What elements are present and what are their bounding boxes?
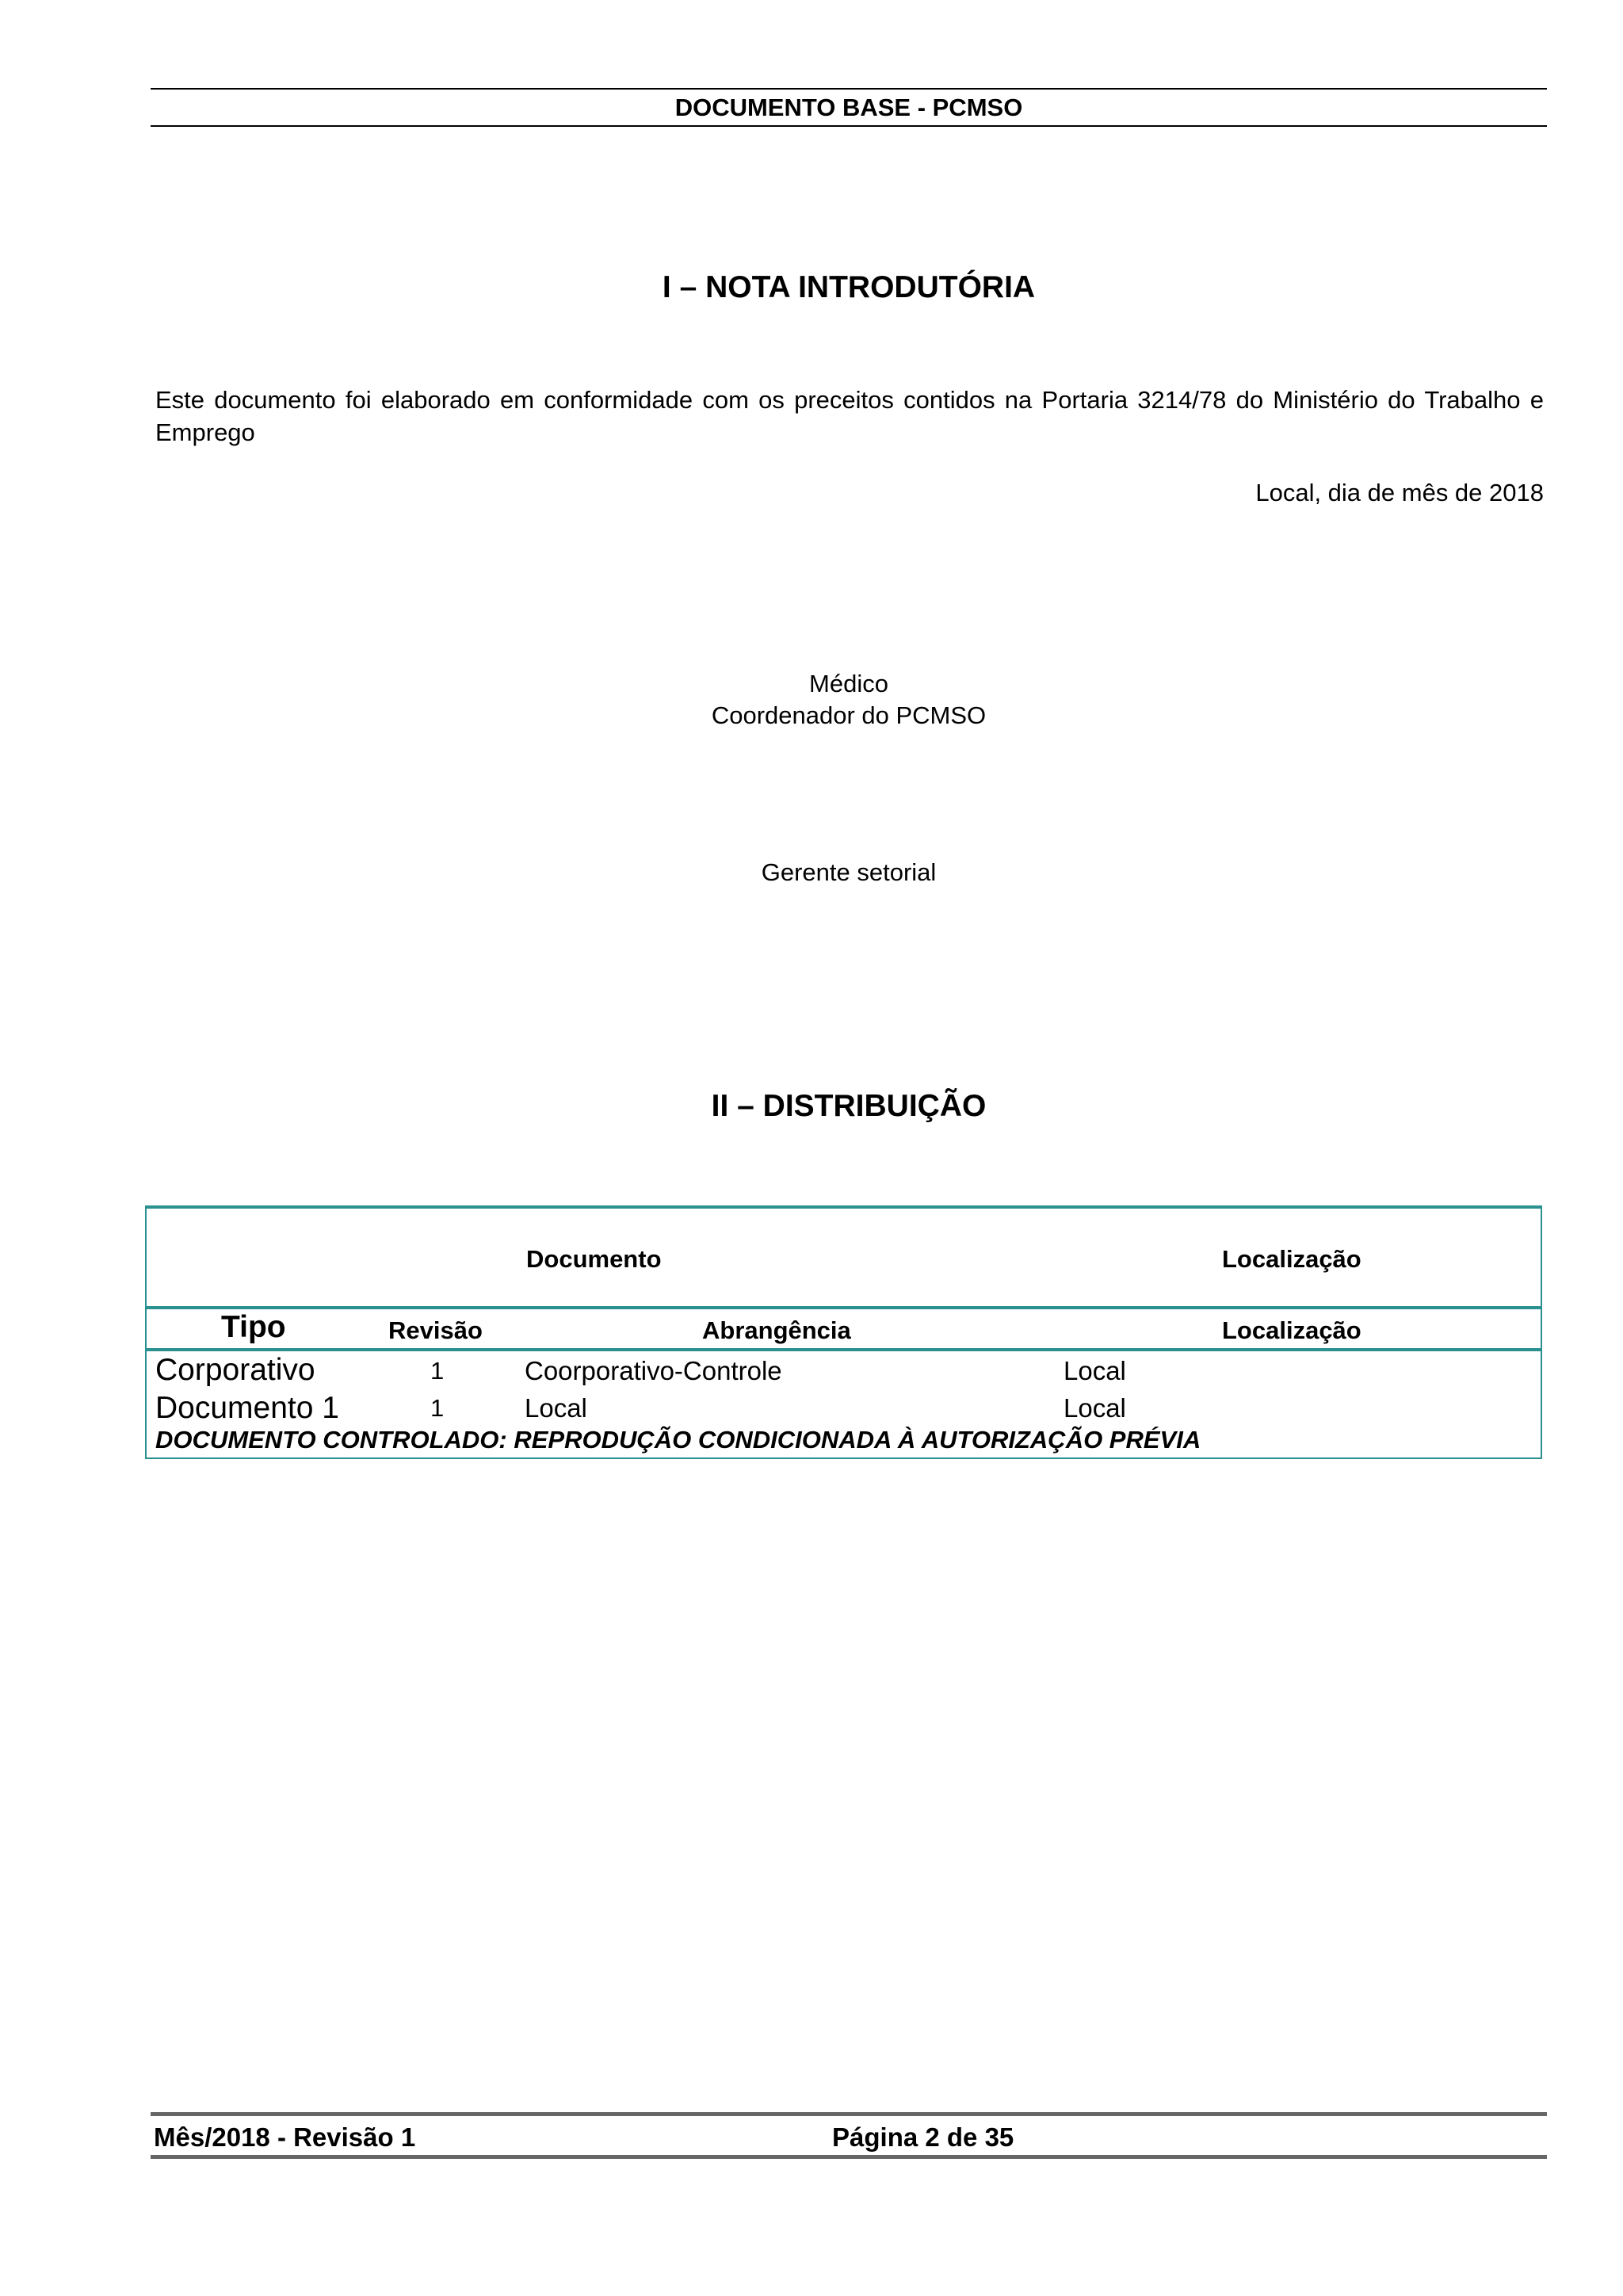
footer-bottom-rule xyxy=(151,2155,1547,2159)
row1-revisao: 1 xyxy=(430,1357,445,1385)
table-separator-1 xyxy=(147,1306,1541,1309)
doctor-role: Coordenador do PCMSO xyxy=(711,701,987,729)
col-header-abrangencia: Abrangência xyxy=(702,1316,851,1344)
distribution-heading: II – DISTRIBUIÇÃO xyxy=(711,1089,987,1123)
distribution-table xyxy=(145,1205,1542,1459)
header-localizacao-top: Localização xyxy=(1222,1245,1361,1273)
intro-paragraph: Este documento foi elaborado em conformidade com os preceitos contidos na Portaria 3214/78 do Ministério do Trabalho e Emprego xyxy=(155,386,1544,446)
table-separator-2 xyxy=(147,1348,1541,1351)
col-header-revisao: Revisão xyxy=(388,1316,483,1344)
footer-top-rule xyxy=(151,2112,1547,2116)
row2-tipo: Documento 1 xyxy=(155,1391,339,1425)
doctor-title: Médico xyxy=(809,670,888,697)
row2-abrangencia: Local xyxy=(525,1393,587,1423)
header-top-rule xyxy=(151,88,1547,90)
col-header-tipo: Tipo xyxy=(221,1310,286,1344)
row1-localizacao: Local xyxy=(1064,1356,1126,1385)
col-header-localizacao: Localização xyxy=(1222,1316,1361,1344)
row1-tipo: Corporativo xyxy=(155,1353,315,1387)
footer-page-number: Página 2 de 35 xyxy=(832,2122,1014,2152)
row2-localizacao: Local xyxy=(1064,1393,1126,1423)
header-bottom-rule xyxy=(151,125,1547,127)
document-header-title: DOCUMENTO BASE - PCMSO xyxy=(674,94,1023,121)
footer-date-revision: Mês/2018 - Revisão 1 xyxy=(154,2122,416,2152)
date-line: Local, dia de mês de 2018 xyxy=(1255,479,1544,506)
row1-abrangencia: Coorporativo-Controle xyxy=(525,1356,782,1385)
intro-heading: I – NOTA INTRODUTÓRIA xyxy=(662,270,1036,304)
manager-title: Gerente setorial xyxy=(761,858,937,886)
header-documento: Documento xyxy=(526,1245,662,1273)
controlled-document-notice: DOCUMENTO CONTROLADO: REPRODUÇÃO CONDICIONADA À AUTORIZAÇÃO PRÉVIA xyxy=(155,1426,1201,1454)
row2-revisao: 1 xyxy=(430,1394,445,1422)
